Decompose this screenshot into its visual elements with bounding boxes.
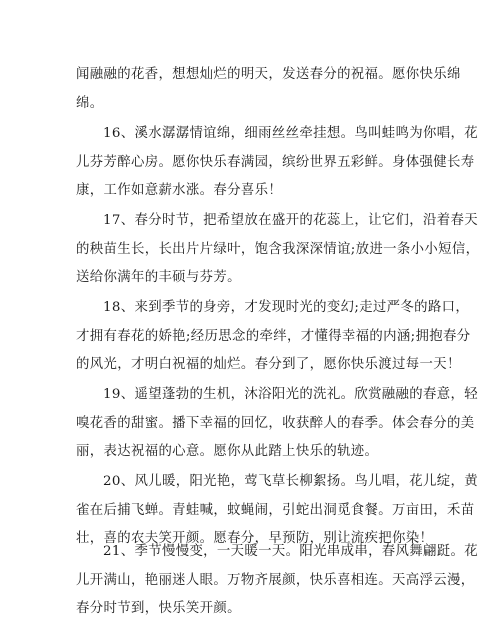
text-line: 春分时节到，快乐笑开颜。 (76, 601, 241, 616)
text-line: 16、溪水潺潺情谊绵，细雨丝丝牵挂想。鸟叫蛙鸣为你唱，花 (103, 126, 478, 141)
text-line: 17、春分时节，把希望放在盛开的花蕊上，让它们，沿着春天 (103, 213, 478, 228)
text-line: 20、风儿暖，阳光艳，莺飞草长柳絮扬。鸟儿唱，花儿绽，黄 (103, 474, 478, 489)
text-line: 嗅花香的甜蜜。播下幸福的回忆，收获醉人的春季。体会春分的美 (76, 416, 475, 431)
text-line: 康，工作如意薪水涨。春分喜乐！ (76, 183, 283, 198)
text-line: 闻融融的花香，想想灿烂的明天，发送春分的祝福。愿你快乐绵 (76, 67, 461, 82)
text-line: 雀在后捕飞蝉。青蛙喊，蚊蝇闹，引蛇出洞觅食餐。万亩田，禾苗 (76, 503, 475, 518)
text-line: 壮，喜的农夫笑开颜。愿春分，早预防，别让流疾把你染！ (76, 531, 434, 546)
text-line: 18、来到季节的身旁，才发现时光的变幻;走过严冬的路口， (103, 300, 470, 315)
text-line: 19、遥望蓬勃的生机，沐浴阳光的洗礼。欣赏融融的春意，轻 (103, 387, 478, 402)
text-line: 丽，表达祝福的心意。愿你从此踏上快乐的轨迹。 (76, 444, 379, 459)
text-line: 的秧苗生长，长出片片绿叶，饱含我深深情谊;放进一条小小短信， (76, 242, 480, 257)
text-line: 才拥有春花的娇艳;经历思念的牵绊，才懂得幸福的内涵;拥抱春分 (76, 329, 471, 344)
text-line: 21、季节慢慢变，一天暖一天。阳光串成串，春风舞翩跹。花 (103, 544, 478, 559)
text-line: 儿开满山，艳丽迷人眼。万物齐展颜，快乐喜相连。天高浮云漫， (76, 573, 475, 588)
text-line: 的风光，才明白祝福的灿烂。春分到了，愿你快乐渡过每一天！ (76, 357, 461, 372)
text-line: 儿芬芳醉心房。愿你快乐春满园，缤纷世界五彩鲜。身体强健长寿 (76, 155, 475, 170)
text-line: 送给你满年的丰硕与芬芳。 (76, 270, 241, 285)
text-line: 绵。 (76, 96, 104, 111)
